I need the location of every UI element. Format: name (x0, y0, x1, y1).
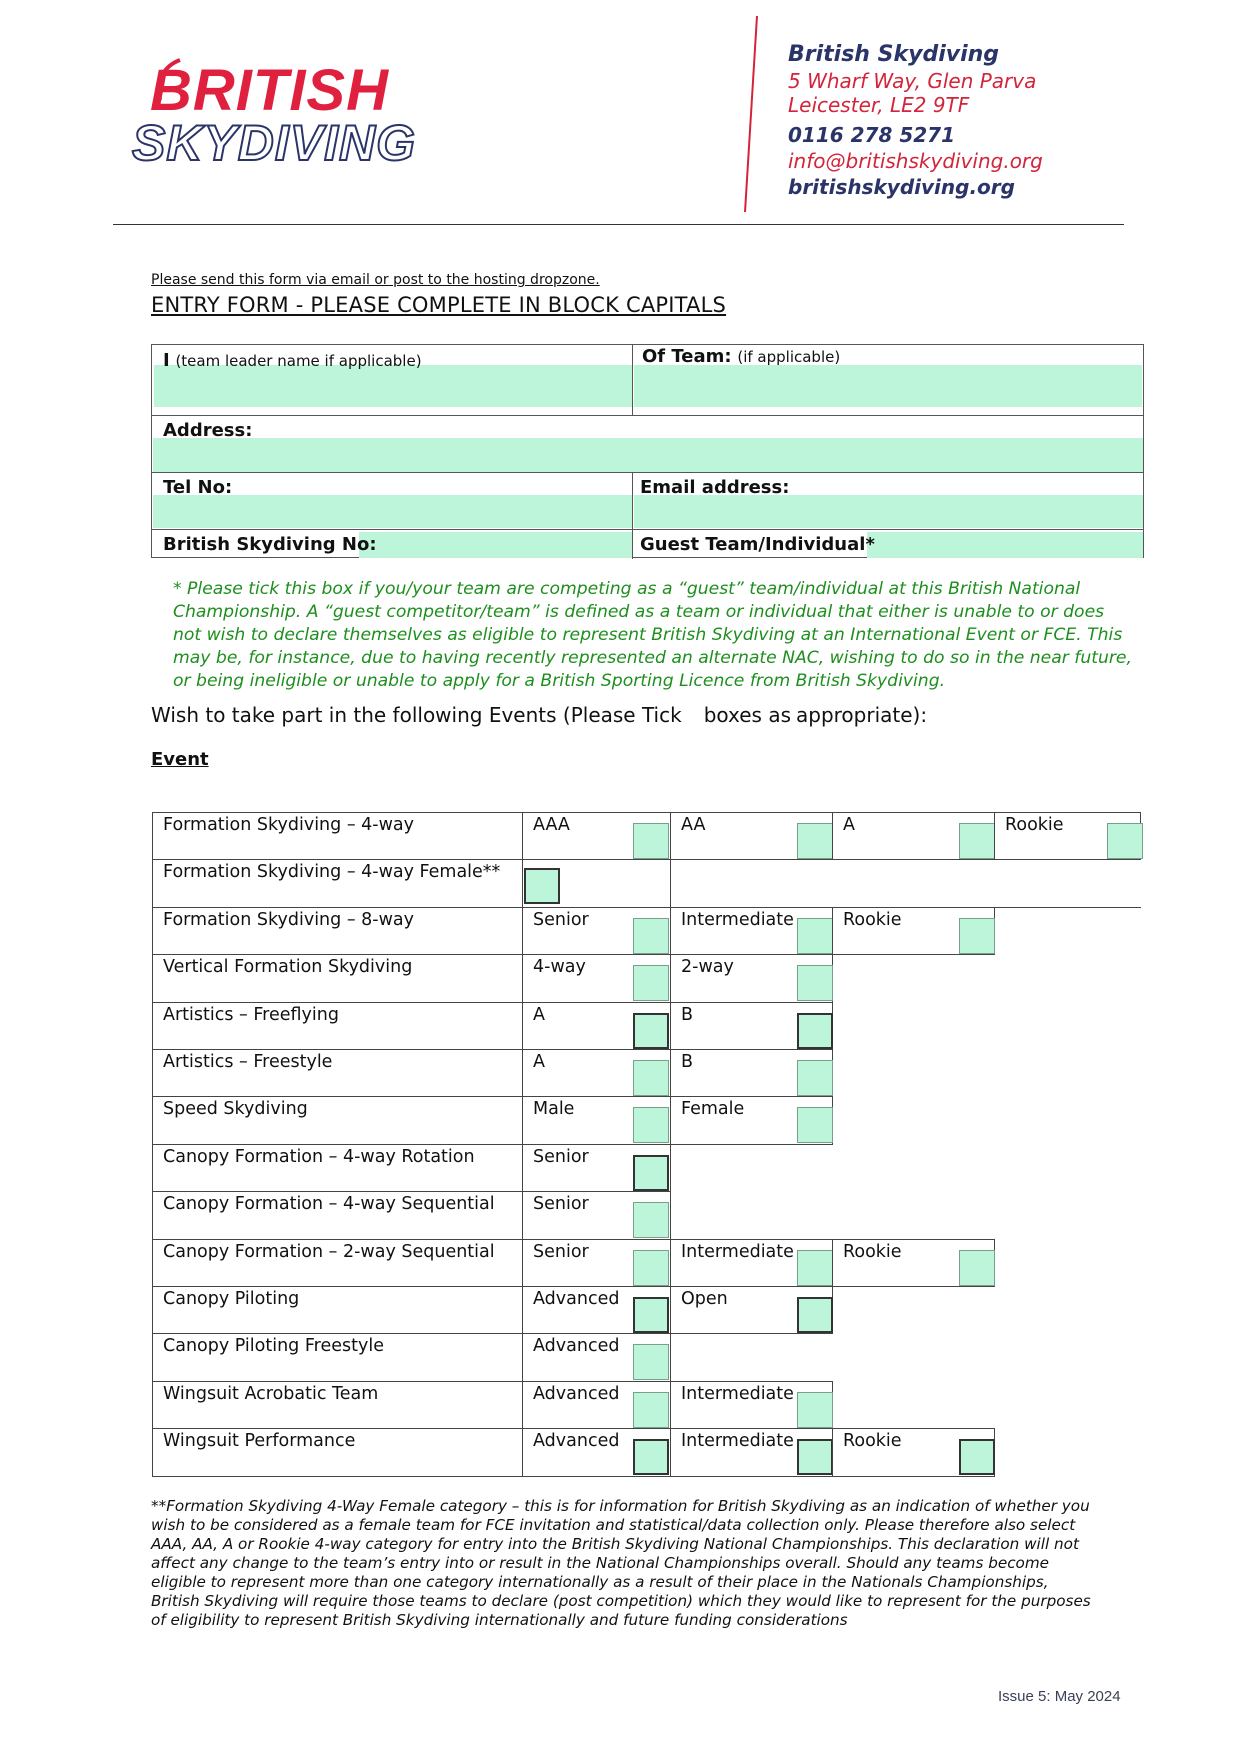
event-option-cell (522, 1191, 671, 1239)
address-line2: Leicester, LE2 9TF (788, 93, 970, 117)
empty-cell (670, 859, 1141, 907)
event-name-cell (152, 954, 523, 1002)
event-option-label: Intermediate (681, 1383, 794, 1404)
i-hint: (team leader name if applicable) (175, 352, 422, 370)
event-option-label: A (533, 1004, 545, 1025)
event-name: Canopy Piloting Freestyle (163, 1336, 384, 1357)
event-option-checkbox[interactable] (797, 1060, 833, 1096)
guest-team-checkbox[interactable] (867, 532, 1143, 558)
website-link[interactable]: britishskydiving.org (788, 175, 1015, 199)
event-option-checkbox[interactable] (797, 1250, 833, 1286)
event-option-label: Rookie (1005, 815, 1064, 835)
event-option-label: Senior (533, 909, 589, 930)
event-name: Canopy Formation – 2-way Sequential (163, 1241, 495, 1262)
logo-british-text: BRITISH (150, 58, 389, 123)
event-option-checkbox[interactable] (959, 1250, 995, 1286)
event-option-checkbox[interactable] (633, 918, 669, 954)
event-name: Wingsuit Performance (163, 1431, 356, 1452)
tel-field[interactable] (153, 495, 633, 528)
address-line1: 5 Wharf Way, Glen Parva (788, 69, 1037, 93)
event-name: Vertical Formation Skydiving (163, 957, 413, 978)
event-name-cell (152, 1144, 523, 1192)
event-option-checkbox[interactable] (959, 918, 995, 954)
send-note: Please send this form via email or post to the hosting dropzone. (151, 272, 600, 288)
email-link[interactable]: info@britishskydiving.org (788, 149, 1043, 173)
row-divider (152, 529, 1143, 530)
col-divider (632, 472, 633, 559)
event-name-cell (152, 1002, 523, 1050)
i-label: I (163, 350, 170, 371)
event-name-cell (152, 1333, 523, 1381)
wish-text-1: Wish to take part in the following Events (Please Tick (151, 703, 682, 727)
event-option-checkbox[interactable] (633, 1297, 669, 1333)
event-option-cell (670, 1286, 833, 1334)
event-option-checkbox[interactable] (633, 1250, 669, 1286)
event-option-label: Rookie (843, 1241, 902, 1262)
event-option-label: Advanced (533, 1289, 620, 1309)
logo-skydiving-text: SKYDIVING (132, 115, 417, 171)
event-option-label: Senior (533, 1194, 589, 1215)
event-option-cell (522, 1096, 671, 1144)
event-name-cell (152, 1191, 523, 1239)
event-name: Artistics – Freeflying (163, 1004, 339, 1025)
event-option-checkbox[interactable] (633, 1107, 669, 1143)
event-option-label: Senior (533, 1241, 589, 1262)
team-leader-name-field[interactable] (154, 365, 632, 407)
form-title: ENTRY FORM - PLEASE COMPLETE IN BLOCK CAPITALS (151, 293, 727, 317)
team-leader-label (163, 350, 422, 371)
event-name-cell (152, 907, 523, 955)
event-option-label: Advanced (533, 1336, 620, 1357)
header-divider (740, 12, 760, 217)
wish-text-3: appropriate): (796, 703, 928, 727)
event-option-label: A (533, 1052, 545, 1072)
event-option-label: AA (681, 815, 706, 835)
wish-text-2: boxes as (703, 703, 791, 727)
event-option-checkbox[interactable] (959, 823, 995, 859)
event-option-label: AAA (533, 815, 570, 835)
event-option-checkbox[interactable] (633, 823, 669, 859)
col-divider (632, 345, 633, 415)
event-option-checkbox[interactable] (797, 1392, 833, 1428)
event-option-checkbox[interactable] (633, 1439, 669, 1475)
event-option-checkbox[interactable] (633, 1013, 669, 1049)
event-name: Canopy Formation – 4-way Rotation (163, 1146, 475, 1167)
event-option-checkbox[interactable] (1107, 823, 1143, 859)
event-option-cell (832, 1239, 995, 1287)
event-name: Canopy Piloting (163, 1289, 300, 1309)
event-option-label: Open (681, 1289, 728, 1309)
event-option-label: Male (533, 1099, 575, 1120)
event-option-label: B (681, 1052, 694, 1072)
row-divider (152, 415, 1143, 416)
event-option-checkbox[interactable] (633, 1202, 669, 1238)
event-option-cell (522, 1333, 671, 1381)
event-option-checkbox[interactable] (633, 1392, 669, 1428)
event-option-cell (522, 859, 671, 907)
tel-label: Tel No: (163, 477, 233, 498)
event-option-cell (670, 1049, 833, 1097)
event-option-cell (522, 1144, 671, 1192)
event-heading: Event (151, 749, 209, 770)
event-option-cell (670, 1381, 833, 1429)
event-name-cell (152, 812, 523, 860)
team-label-text: Of Team: (642, 346, 732, 367)
event-name: Formation Skydiving – 4-way Female** (163, 862, 501, 883)
event-option-checkbox[interactable] (797, 1107, 833, 1143)
email-label: Email address: (640, 477, 790, 498)
issue-label: Issue 5: May 2024 (998, 1688, 1121, 1705)
event-option-cell (522, 1428, 671, 1476)
address-label: Address: (163, 420, 253, 441)
event-name: Artistics – Freestyle (163, 1052, 333, 1072)
event-name-cell (152, 1428, 523, 1476)
event-option-cell (994, 812, 1141, 860)
event-option-label: 2-way (681, 957, 734, 978)
event-name: Wingsuit Acrobatic Team (163, 1383, 379, 1404)
events-intro (151, 703, 927, 727)
british-skydiving-no-field[interactable] (359, 532, 633, 558)
event-option-cell (832, 907, 995, 955)
event-option-label: Advanced (533, 1383, 620, 1404)
event-option-label: Intermediate (681, 909, 794, 930)
event-name: Formation Skydiving – 4-way (163, 815, 414, 835)
team-hint: (if applicable) (737, 348, 841, 366)
event-option-label: Female (681, 1099, 745, 1120)
event-option-cell (670, 907, 833, 955)
events-table (152, 812, 1148, 1476)
event-option-cell (522, 954, 671, 1002)
event-option-cell (522, 1002, 671, 1050)
team-label (642, 346, 840, 367)
event-option-label: B (681, 1004, 694, 1025)
event-name: Canopy Formation – 4-way Sequential (163, 1194, 495, 1215)
event-option-checkbox[interactable] (797, 1297, 833, 1333)
event-option-cell (522, 812, 671, 860)
event-option-label: A (843, 815, 855, 835)
event-option-cell (522, 1239, 671, 1287)
event-option-checkbox[interactable] (633, 965, 669, 1001)
event-name-cell (152, 1239, 523, 1287)
event-option-checkbox[interactable] (797, 1439, 833, 1475)
event-option-label: Intermediate (681, 1241, 794, 1262)
event-option-label: Rookie (843, 1431, 902, 1452)
event-option-label: Senior (533, 1146, 589, 1167)
event-name-cell (152, 1096, 523, 1144)
email-field[interactable] (634, 495, 1143, 528)
address-field[interactable] (153, 438, 1143, 472)
event-option-cell (522, 1049, 671, 1097)
event-option-label: Intermediate (681, 1431, 794, 1452)
event-option-cell (670, 954, 833, 1002)
event-option-cell (832, 812, 995, 860)
event-name: Formation Skydiving – 8-way (163, 909, 414, 930)
event-option-checkbox[interactable] (797, 823, 833, 859)
entry-details-box (151, 344, 1144, 558)
event-option-label: 4-way (533, 957, 586, 978)
team-name-field[interactable] (634, 365, 1142, 407)
event-option-checkbox[interactable] (633, 1344, 669, 1380)
event-option-cell (670, 812, 833, 860)
event-name-cell (152, 859, 523, 907)
event-option-label: Rookie (843, 909, 902, 930)
event-option-checkbox[interactable] (633, 1060, 669, 1096)
event-option-cell (670, 1096, 833, 1144)
event-option-checkbox[interactable] (797, 965, 833, 1001)
event-name: Speed Skydiving (163, 1099, 308, 1120)
event-name-cell (152, 1286, 523, 1334)
event-option-checkbox[interactable] (633, 1155, 669, 1191)
event-option-cell (832, 1428, 995, 1476)
event-option-checkbox[interactable] (797, 918, 833, 954)
event-option-cell (522, 1286, 671, 1334)
event-name-cell (152, 1049, 523, 1097)
event-option-label: Advanced (533, 1431, 620, 1452)
guest-note: * Please tick this box if you/your team are competing as a “guest” team/individual at this British National Championship. A “guest competitor/team” is defined as a team or individual that either is unable to or does not wish to declare themselves as eligible to represent British Skydiving at an International Event or FCE. This may be, for instance, due to having recently represented an alternate NAC, wishing to do so in the near future, or being ineligible or unable to apply for a British Sporting Licence from British Skydiving. (173, 579, 1132, 691)
event-option-cell (670, 1428, 833, 1476)
female-category-footnote: **Formation Skydiving 4-Way Female category – this is for information for British Skydiving as an indication of whether you wish to be considered as a female team for FCE invitation and statistical/data collection only. Please therefore also select AAA, AA, A or Rookie 4-way category for entry into the British Skydiving National Championships. This declaration will not affect any change to the team’s entry into or result in the National Championships overall. Should any teams become eligible to represent more than one category internationally as a result of their place in the Nationals Championships, British Skydiving will require those teams to declare (post competition) which they would like to represent for the purposes of eligibility to represent British Skydiving internationally and future funding considerations (151, 1497, 1091, 1629)
guest-label: Guest Team/Individual* (640, 534, 875, 555)
org-name: British Skydiving (788, 42, 1000, 67)
event-option-checkbox[interactable] (524, 868, 560, 904)
event-option-checkbox[interactable] (797, 1013, 833, 1049)
bs-no-label: British Skydiving No: (163, 534, 377, 555)
header-rule (113, 224, 1124, 225)
event-option-cell (670, 1239, 833, 1287)
event-option-cell (670, 1002, 833, 1050)
event-name-cell (152, 1381, 523, 1429)
row-divider (152, 472, 1143, 473)
phone: 0116 278 5271 (788, 123, 956, 147)
event-option-cell (522, 1381, 671, 1429)
event-option-cell (522, 907, 671, 955)
event-option-checkbox[interactable] (959, 1439, 995, 1475)
